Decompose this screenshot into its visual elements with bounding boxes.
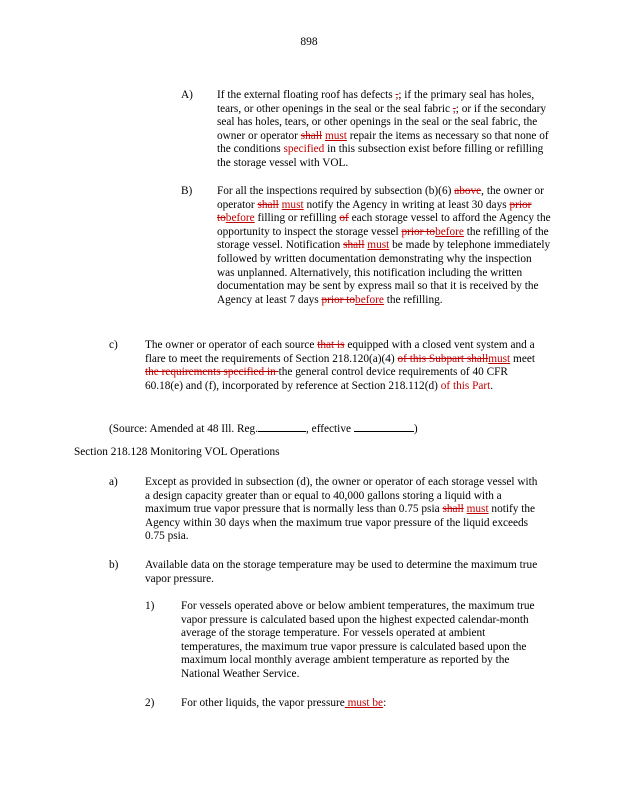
para-b2-label: b) bbox=[109, 559, 119, 571]
para-b-text: For all the inspections required by subsection (b)(6) above, the owner or operator shall must notify the Agency in writing at least 30 days prior tobefore filling or refilling of each storage vessel to afford the Agency the opportunity to inspect the storage vessel prior tobefore the refilling of the storage vessel. Notification shall must be made by telephone immediately followed by written documentation demonstrating why the inspection was unplanned. Alternatively, this notification including the written documentation may be sent by express mail so that it is received by the Agency at least 7 days prior tobefore the refilling. bbox=[217, 185, 551, 306]
para-b2-text: Available data on the storage temperature may be used to determine the maximum true vapor pressure. bbox=[145, 559, 538, 585]
para-2-label: 2) bbox=[145, 697, 155, 709]
para-1-text: For vessels operated above or below ambient temperatures, the maximum true vapor pressure is calculated based upon the highest expected calendar-month average of the storage temperature. For vessels operated at ambient temperatures, the maximum true vapor pressure is calculated based upon the maximum local monthly average ambient temperature as reported by the National Weather Service. bbox=[181, 600, 535, 680]
para-a2-label: a) bbox=[109, 476, 118, 488]
para-c-label: c) bbox=[109, 339, 118, 351]
para-a-label: A) bbox=[181, 89, 193, 101]
page-number: 898 bbox=[300, 36, 318, 48]
para-a2-text: Except as provided in subsection (d), the owner or operator of each storage vessel with a design capacity greater than or equal to 40,000 gallons storing a liquid with a maximum true vapor pressure that is normally less than 0.75 psia shall must notify the Agency within 30 days when the maximum true vapor pressure of the liquid exceeds 0.75 psia. bbox=[145, 476, 538, 543]
para-1-label: 1) bbox=[145, 600, 155, 612]
section-heading: Section 218.128 Monitoring VOL Operations bbox=[74, 446, 280, 458]
para-c-text: The owner or operator of each source that is equipped with a closed vent system and a flare to meet the requirements of Section 218.120(a)(4) of this Subpart shallmust meet the requirements specified in the general control device requirements of 40 CFR 60.18(e) and (f), incorporated by reference at Section 218.112(d) of this Part. bbox=[145, 339, 535, 392]
para-2-text: For other liquids, the vapor pressure must be: bbox=[181, 697, 387, 709]
source-note: (Source: Amended at 48 Ill. Reg. , effective ) bbox=[109, 423, 418, 435]
para-a-text: If the external floating roof has defects ,; if the primary seal has holes, tears, or other openings in the seal or the seal fabric ,; or if the secondary seal has holes, tears, or other openings in the seal or the seal fabric, the owner or operator shall must repair the items as necessary so that none of the conditions specified in this subsection exist before filling or refilling the storage vessel with VOL. bbox=[217, 89, 549, 169]
para-b-label: B) bbox=[181, 185, 193, 197]
